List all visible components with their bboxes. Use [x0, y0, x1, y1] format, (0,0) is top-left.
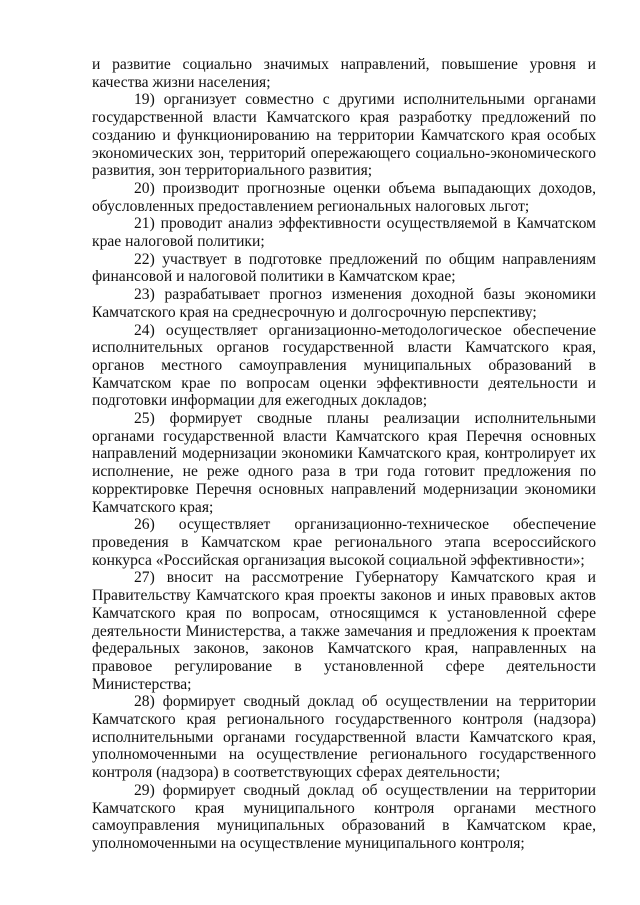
paragraph-item-23: 23) разрабатывает прогноз изменения доходной базы экономики Камчатского края на среднесрочную и долгосрочную перспективу; [92, 286, 596, 321]
document-page [92, 56, 596, 853]
paragraph-item-19: 19) организует совместно с другими исполнительными органами государственной власти Камчатского края разработку предложений по созданию и функционированию на территории Камчатского края особых экономических зон, территорий опережающего социально-экономического развития, зон территориального развития; [92, 91, 596, 180]
paragraph-continuation: и развитие социально значимых направлений, повышение уровня и качества жизни населения; [92, 56, 596, 91]
paragraph-item-22: 22) участвует в подготовке предложений по общим направлениям финансовой и налоговой политики в Камчатском крае; [92, 250, 596, 286]
paragraph-item-21: 21) проводит анализ эффективности осуществляемой в Камчатском крае налоговой политики; [92, 215, 596, 251]
paragraph-item-29: 29) формирует сводный доклад об осуществлении на территории Камчатского края муниципального контроля органами местного самоуправления муниципальных образований в Камчатском крае, уполномоченными на осуществление муниципального контроля; [92, 781, 596, 852]
paragraph-item-26: 26) осуществляет организационно-техническое обеспечение проведения в Камчатском крае регионального этапа всероссийского конкурса «Российская организация высокой социальной эффективности»; [92, 516, 596, 569]
paragraph-item-28: 28) формирует сводный доклад об осуществлении на территории Камчатского края регионального государственного контроля (надзора) исполнительными органами государственной власти Камчатского края, уполномоченными на осуществление регионального государственного контроля (надзора) в соответствующих сферах деятельности; [92, 693, 596, 782]
paragraph-item-24: 24) осуществляет организационно-методологическое обеспечение исполнительных органов государственной власти Камчатского края, органов местного самоуправления муниципальных образований в Камчатском крае по вопросам оценки эффективности деятельности и подготовки информации для ежегодных докладов; [92, 321, 596, 410]
paragraph-item-27: 27) вносит на рассмотрение Губернатору Камчатского края и Правительству Камчатского края проекты законов и иных правовых актов Камчатского края по вопросам, относящимся к установленной сфере деятельности Министерства, а также замечания и предложения к проектам федеральных законов, законов Камчатского края, направленных на правовое регулирование в установленной сфере деятельности Министерства; [92, 569, 596, 693]
paragraph-item-20: 20) производит прогнозные оценки объема выпадающих доходов, обусловленных предоставлением региональных налоговых льгот; [92, 179, 596, 215]
paragraph-item-25: 25) формирует сводные планы реализации исполнительными органами государственной власти Камчатского края Перечня основных направлений модернизации экономики Камчатского края, контролирует их исполнение, не реже одного раза в три года готовит предложения по корректировке Перечня основных направлений модернизации экономики Камчатского края; [92, 410, 596, 516]
